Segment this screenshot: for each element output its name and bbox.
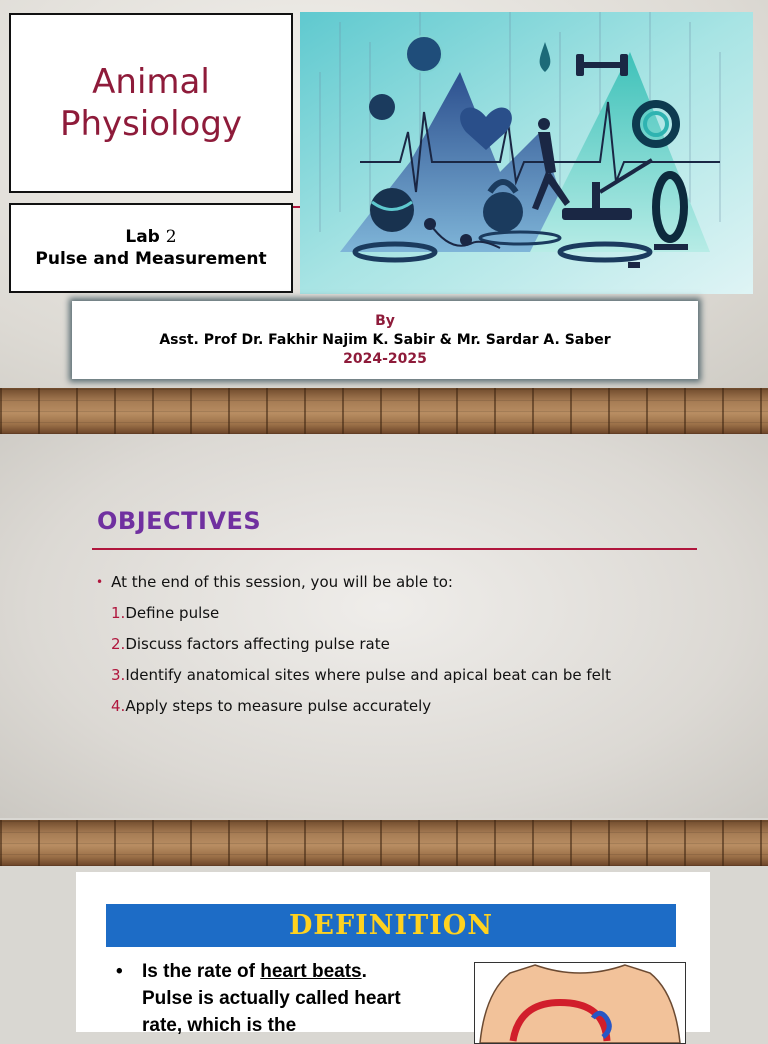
- definition-banner: [106, 904, 676, 947]
- title-line-1: Animal: [92, 62, 210, 102]
- title-box: [9, 13, 293, 193]
- list-item: [96, 659, 611, 690]
- item-text: Define pulse: [125, 603, 220, 622]
- year-text: 2024-2025: [343, 350, 427, 367]
- definition-heading: DEFINITION: [288, 910, 494, 941]
- lab-number: 2: [165, 227, 177, 247]
- authors-text: Asst. Prof Dr. Fakhir Najim K. Sabir & Mr. Sardar A. Saber: [159, 331, 611, 348]
- definition-text: [116, 958, 416, 1039]
- wood-floor-divider: [0, 388, 768, 434]
- item-number: 4.: [111, 696, 126, 715]
- definition-slide: [0, 866, 768, 1036]
- definition-underlined: heart beats: [260, 961, 362, 982]
- torso-heart-icon: [475, 963, 685, 1043]
- lab-box: [9, 203, 293, 293]
- lab-subtitle: Pulse and Measurement: [35, 249, 267, 269]
- heading-rule: [92, 548, 697, 550]
- wood-floor-divider: [0, 820, 768, 866]
- list-item: [96, 597, 611, 628]
- bullet-icon: •: [116, 961, 123, 982]
- title-slide: [0, 0, 768, 388]
- definition-card: [76, 872, 710, 1036]
- intro-text: At the end of this session, you will be able to:: [111, 572, 453, 591]
- list-item: [96, 628, 611, 659]
- by-label: By: [375, 312, 395, 329]
- definition-text-end: . Pulse is actually called heart rate, which is the: [142, 961, 401, 1036]
- item-text: Apply steps to measure pulse accurately: [125, 696, 432, 715]
- definition-text-start: Is the rate of: [142, 961, 261, 982]
- item-text: Identify anatomical sites where pulse and apical beat can be felt: [125, 665, 611, 684]
- objectives-slide: [0, 434, 768, 818]
- list-item: [96, 690, 611, 721]
- authors-box: [72, 301, 698, 379]
- fitness-illustration-art: [300, 12, 753, 294]
- objectives-intro: [96, 566, 611, 597]
- item-number: 2.: [111, 634, 126, 653]
- bullet-icon: •: [96, 574, 104, 589]
- lab-label: [125, 227, 176, 247]
- objectives-heading: OBJECTIVES: [97, 507, 262, 535]
- objectives-list: [96, 566, 611, 721]
- item-text: Discuss factors affecting pulse rate: [125, 634, 390, 653]
- item-number: 1.: [111, 603, 126, 622]
- title-line-2: Physiology: [59, 104, 243, 144]
- heart-anatomy-image: [474, 962, 686, 1044]
- lab-word: Lab: [125, 227, 160, 247]
- fitness-illustration: [300, 12, 753, 294]
- item-number: 3.: [111, 665, 126, 684]
